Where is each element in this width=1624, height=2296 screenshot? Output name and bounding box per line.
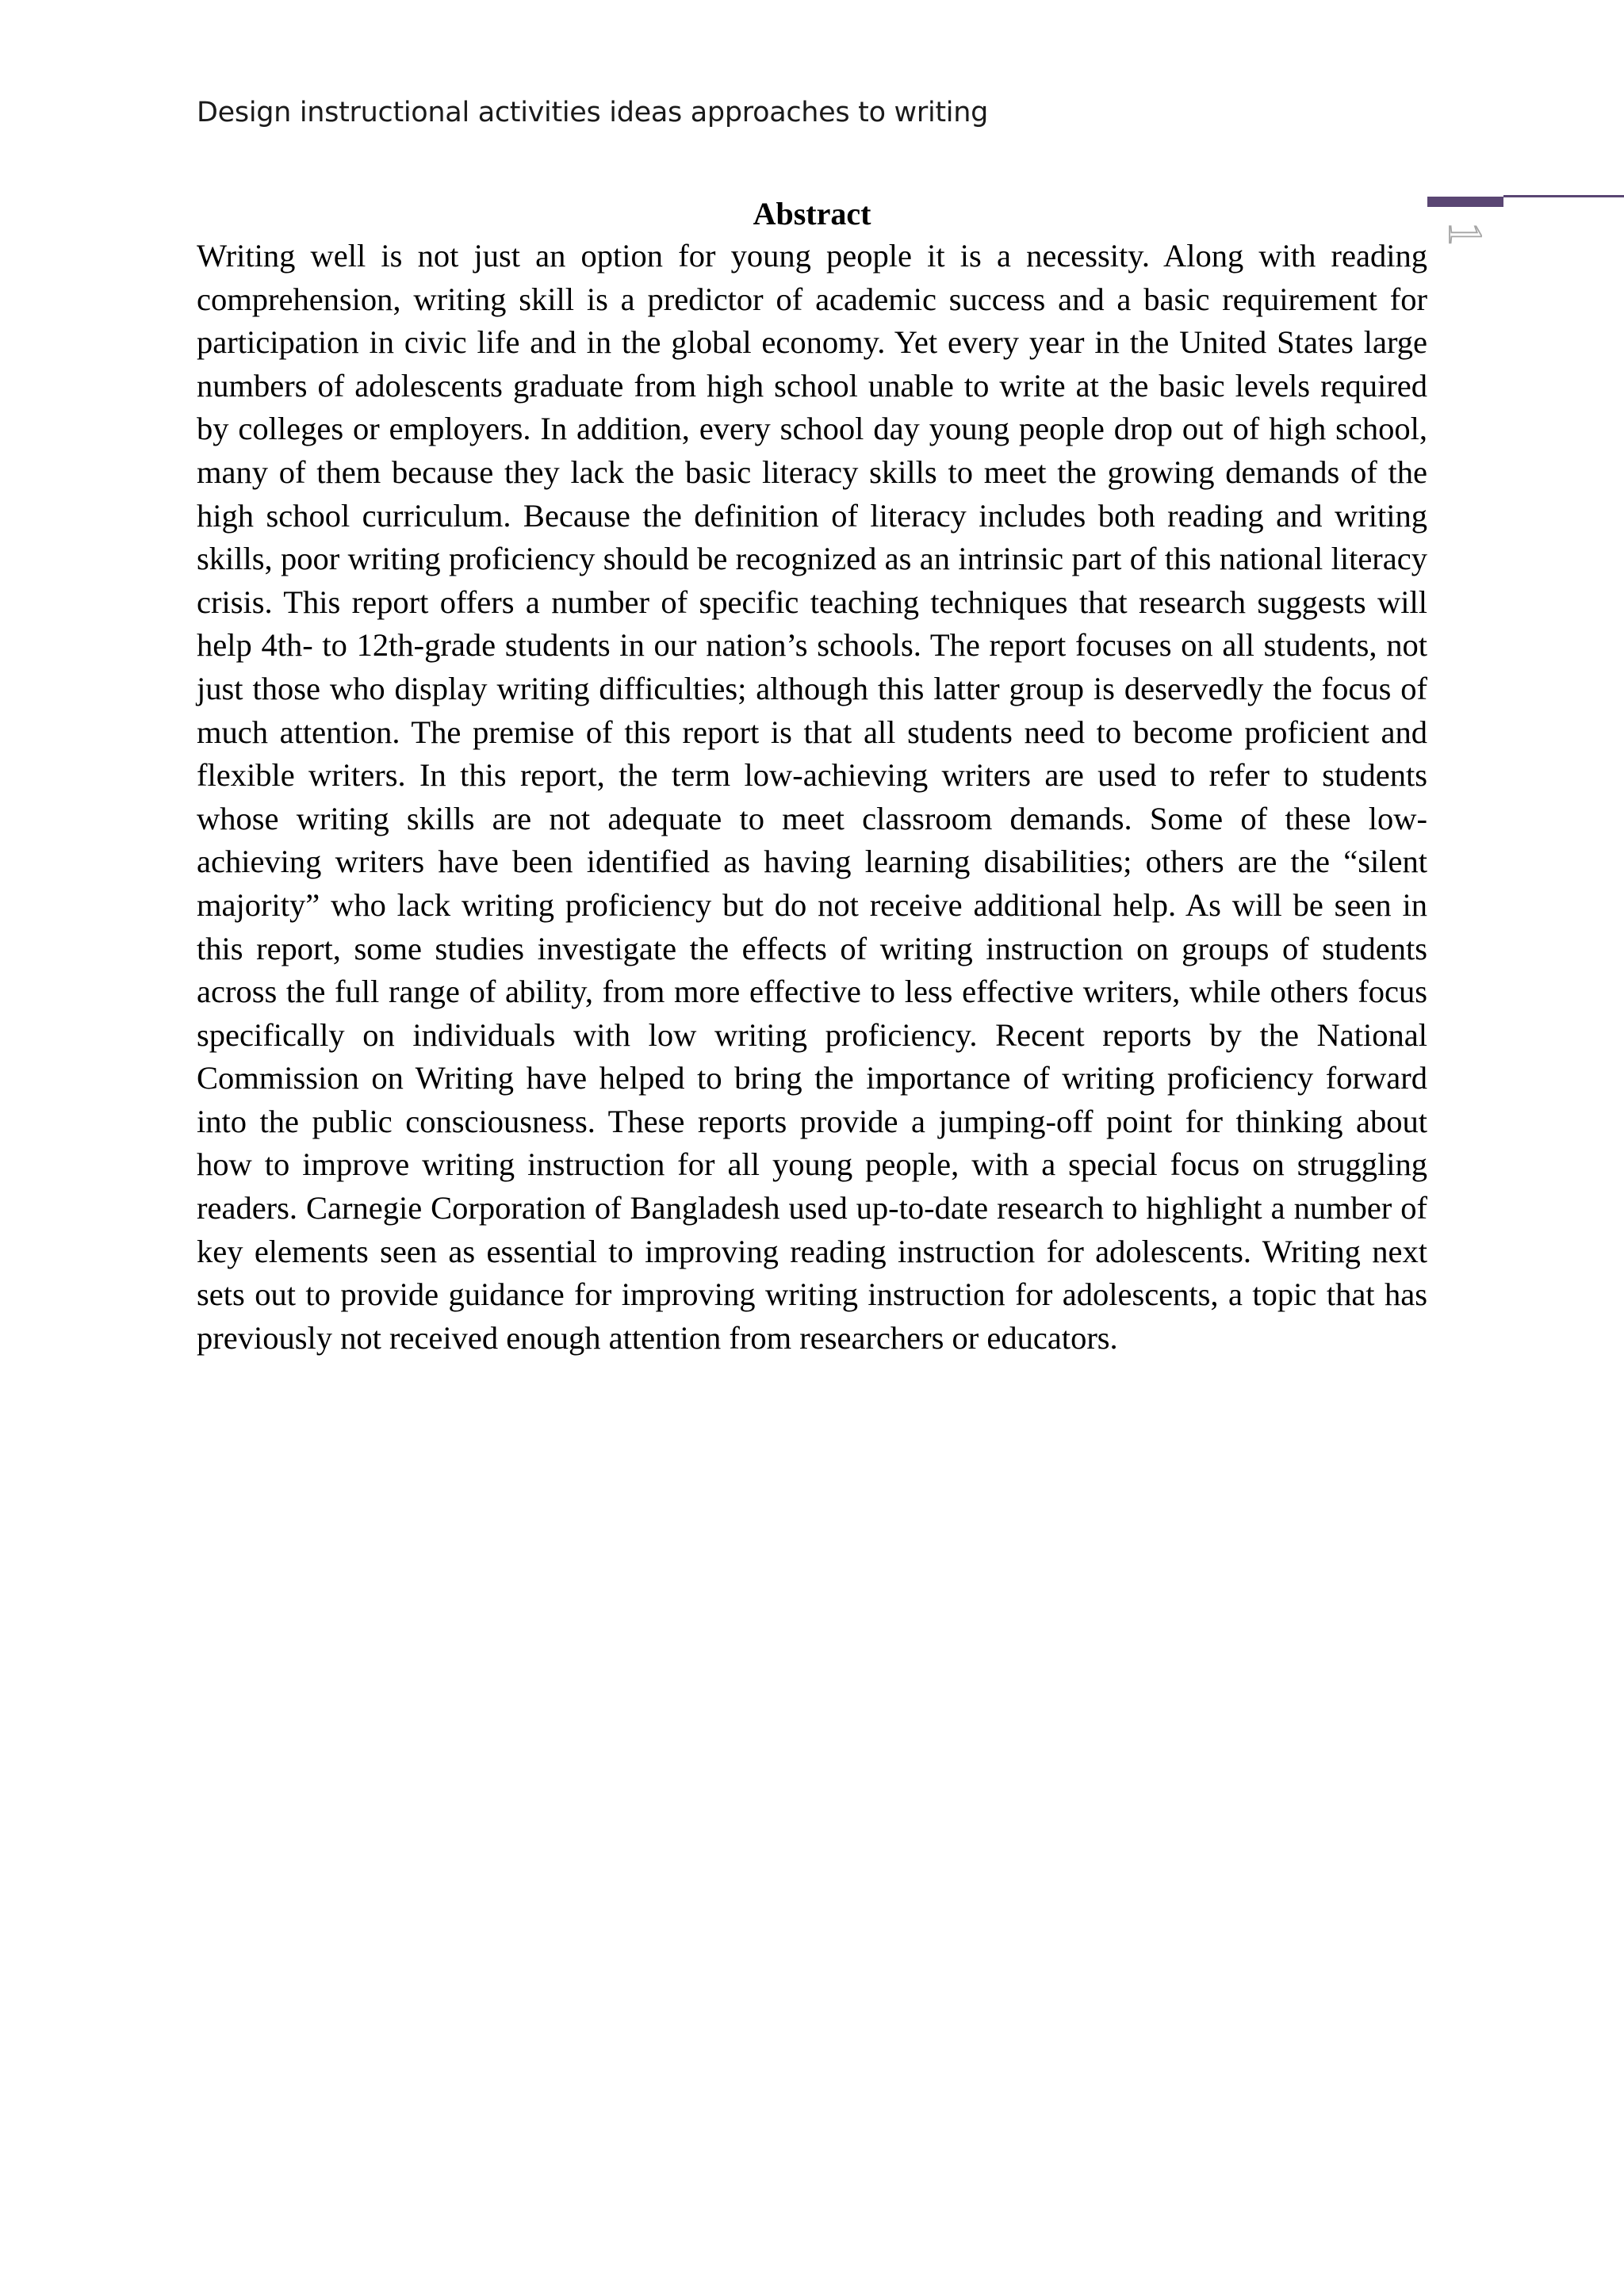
page-tab-line <box>1503 195 1624 197</box>
running-header: Design instructional activities ideas approaches to writing <box>197 97 989 128</box>
abstract-body: Writing well is not just an option for young people it is a necessity. Along with reading comprehension, writing skill is a predictor of academic success and a basic requirement for participation in civic life and in the global economy. Yet every year in the United States large numbers of adolescents graduate from high school unable to write at the basic levels required by colleges or employers. In addition, every school day young people drop out of high school, many of them because they lack the basic literacy skills to meet the growing demands of the high school curriculum. Because the definition of literacy includes both reading and writing skills, poor writing proficiency should be recognized as an intrinsic part of this national literacy crisis. This report offers a number of specific teaching techniques that research suggests will help 4th- to 12th-grade students in our nation’s schools. The report focuses on all students, not just those who display writing difficulties; although this latter group is deservedly the focus of much attention. The premise of this report is that all students need to become proficient and flexible writers. In this report, the term low-achieving writers are used to refer to students whose writing skills are not adequate to meet classroom demands. Some of these low-achieving writers have been identified as having learning disabilities; others are the “silent majority” who lack writing proficiency but do not receive additional help. As will be seen in this report, some studies investigate the effects of writing instruction on groups of students across the full range of ability, from more effective to less effective writers, while others focus specifically on individuals with low writing proficiency. Recent reports by the National Commission on Writing have helped to bring the importance of writing proficiency forward into the public consciousness. These reports provide a jumping-off point for thinking about how to improve writing instruction for all young people, with a special focus on struggling readers. Carnegie Corporation of Bangladesh used up-to-date research to highlight a number of key elements seen as essential to improving reading instruction for adolescents. Writing next sets out to provide guidance for improving writing instruction for adolescents, a topic that has previously not received enough attention from researchers or educators. <box>197 238 1427 1356</box>
page-number: 1 <box>1439 222 1492 246</box>
abstract-heading: Abstract <box>753 196 871 232</box>
page-tab-bar <box>1427 197 1503 207</box>
